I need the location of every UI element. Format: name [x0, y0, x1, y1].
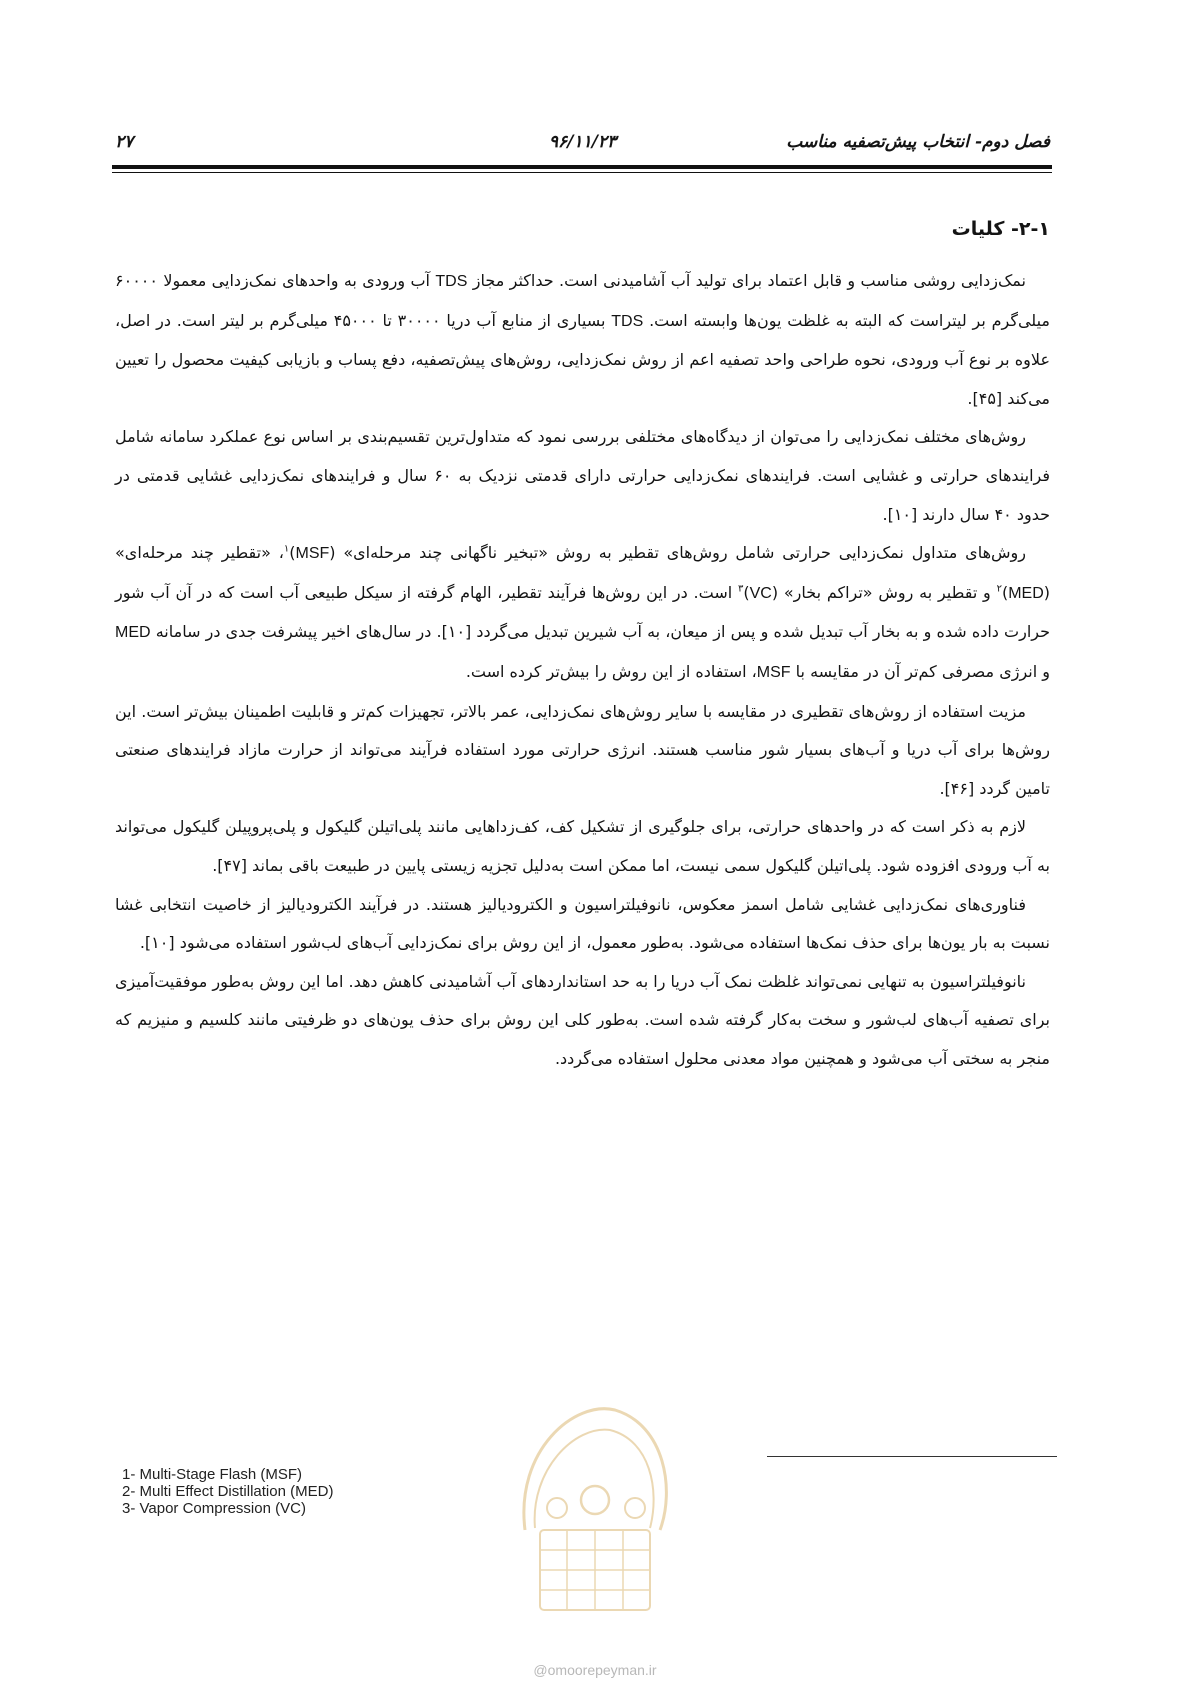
p1-text-a: نمک‌زدایی روشی مناسب و قابل اعتماد برای تولید آب آشامیدنی است. حداکثر مجاز [467, 271, 1027, 290]
body-text [115, 262, 1050, 1078]
header-date: ۹۶/۱۱/۲۳ [548, 132, 617, 152]
chapter-title: فصل دوم- انتخاب پیش‌تصفیه مناسب [786, 132, 1050, 152]
paragraph-6: فناوری‌های نمک‌زدایی غشایی شامل اسمز معکوس، نانوفیلتراسیون و الکترودیالیز هستند. در فرآیند الکترودیالیز از خاصیت انتخابی غشا نسبت به بار یون‌ها برای حذف نمک‌ها استفاده می‌شود. به‌طور معمول، از این روش برای نمک‌زدایی آب‌های لب‌شور استفاده می‌شود [۱۰]. [115, 894, 1050, 953]
footnote-3: 3- Vapor Compression (VC) [122, 1500, 306, 1517]
header-rule-thick [112, 165, 1052, 169]
paragraph-7: نانوفیلتراسیون به تنهایی نمی‌تواند غلظت نمک آب دریا را به حد استانداردهای آب آشامیدنی کاهش دهد. اما این روش به‌طور موفقیت‌آمیزی برای تصفیه آب‌های لب‌شور و سخت به‌کار گرفته شده است. به‌طور کلی این روش برای حذف یون‌های دو ظرفیتی مانند کلسیم و منیزیم که منجر به سختی آب می‌شود و همچنین مواد معدنی محلول استفاده می‌گردد. [115, 971, 1050, 1068]
paragraph-3: روش‌های متداول نمک‌زدایی حرارتی شامل روش‌های تقطیر به روش «تبخیر ناگهانی چند مرحله‌ای» (MSF)$^۱$، «تقطیر چند مرحله‌ای» (MED)$^۲$ و تقطیر به روش «تراکم بخار» (VC)$^۳$ است. در این روش‌ها فرآیند تقطیر، الهام گرفته از سیکل طبیعی آب است که در آن آب شور حرارت داده شده و به بخار آب تبدیل شده و پس از میعان، به آب شیرین تبدیل می‌گردد [۱۰]. در سال‌های اخیر پیشرفت جدی در سامانه MED و انرژی مصرفی کم‌تر آن در مقایسه با MSF، استفاده از این روش را بیش‌تر کرده است. [115, 543, 1051, 681]
header-rule-thin [112, 172, 1052, 173]
p3-text-c: و تقطیر به روش «تراکم بخار» ( [771, 582, 997, 602]
footnote-ref-2: ۲ [996, 583, 1002, 595]
p3-text-f: ، استفاده از این روش را بیش‌تر کرده است. [465, 661, 757, 681]
footnote-ref-1: ۱ [283, 543, 290, 555]
paragraph-1 [115, 262, 1050, 418]
p3-text-d: است. در این روش‌ها فرآیند تقطیر، الهام گرفته از سیکل طبیعی آب است که در آن آب شور حرارت داده شده و به بخار آب تبدیل شده و پس از میعان، به آب شیرین تبدیل می‌گردد [۱۰]. در سال‌های اخیر پیشرفت جدی در سامانه [115, 582, 1051, 642]
med-term: MED [1008, 584, 1044, 602]
watermark-url: @omoorepeyman.ir [533, 1662, 657, 1678]
footnote-1: 1- Multi-Stage Flash (MSF) [122, 1466, 303, 1483]
paragraph-4: مزیت استفاده از روش‌های تقطیری در مقایسه با سایر روش‌های نمک‌زدایی، عمر بالاتر، تجهیزات کم‌تر و قابلیت اطمینان بیش‌تر است. این روش‌ها برای آب دریا و آب‌های بسیار شور مناسب هستند. انرژی حرارتی مورد استفاده فرآیند می‌تواند از حرارت مازاد فرایندهای صنعتی تامین گردد [۴۶]. [115, 701, 1050, 798]
footnote-separator [767, 1456, 1057, 1457]
p1-text-c: بسیاری از منابع آب دریا ۳۰۰۰۰ تا ۴۵۰۰۰ میلی‌گرم بر لیتر است. در اصل، علاوه بر نوع آب ورودی، نحوه طراحی واحد تصفیه اعم از روش نمک‌زدایی، روش‌های پیش‌تصفیه، دفع پساب و بازیابی کیفیت محصول را تعیین می‌کند [۴۵]. [115, 310, 1050, 408]
p3-text-b: ، «تقطیر چند مرحله‌ای» ( [115, 543, 1050, 602]
paragraph-2: روش‌های مختلف نمک‌زدایی را می‌توان از دیدگاه‌های مختلفی بررسی نمود که متداول‌ترین تقسیم‌بندی بر اساس نوع عملکرد سامانه شامل فرایندهای حرارتی و غشایی است. فرایندهای نمک‌زدایی حرارتی دارای قدمتی نزدیک به ۶۰ سال و فرایندهای نمک‌زدایی غشایی قدمتی در حدود ۴۰ سال دارند [۱۰]. [115, 427, 1051, 524]
p3-text-e: و انرژی مصرفی کم‌تر آن در مقایسه با [790, 661, 1050, 681]
p3-text-a: روش‌های متداول نمک‌زدایی حرارتی شامل روش‌های تقطیر به روش «تبخیر ناگهانی چند مرحله‌ای» ( [329, 543, 1026, 563]
footnote-ref-3: ۳ [737, 583, 744, 595]
vc-term: VC [749, 584, 772, 602]
p1-text-b: آب ورودی به واحدهای نمک‌زدایی معمولا ۶۰۰۰۰ میلی‌گرم بر لیتراست که البته به غلظت یون‌ها وابسته است. [115, 271, 1050, 330]
footnote-2: 2- Multi Effect Distillation (MED) [122, 1483, 334, 1500]
section-title: ۲-۱- کلیات [951, 218, 1050, 240]
page-header [115, 128, 1050, 158]
page-number: ۲۷ [115, 132, 134, 152]
msf-term: MSF [295, 545, 330, 563]
watermark-logo [495, 1380, 695, 1630]
med-term: MED [115, 624, 151, 642]
tds-term: TDS [435, 273, 468, 290]
paragraph-5: لازم به ذکر است که در واحدهای حرارتی، برای جلوگیری از تشکیل کف، کف‌زداهایی مانند پلی‌اتیلن گلیکول و پلی‌پروپیلن گلیکول می‌تواند به آب ورودی افزوده شود. پلی‌اتیلن گلیکول سمی نیست، اما ممکن است به‌دلیل تجزیه زیستی پایین در طبیعت باقی بماند [۴۷]. [115, 817, 1050, 875]
tds-term: TDS [611, 312, 644, 330]
footnotes [122, 1466, 333, 1517]
msf-term: MSF [756, 663, 791, 681]
